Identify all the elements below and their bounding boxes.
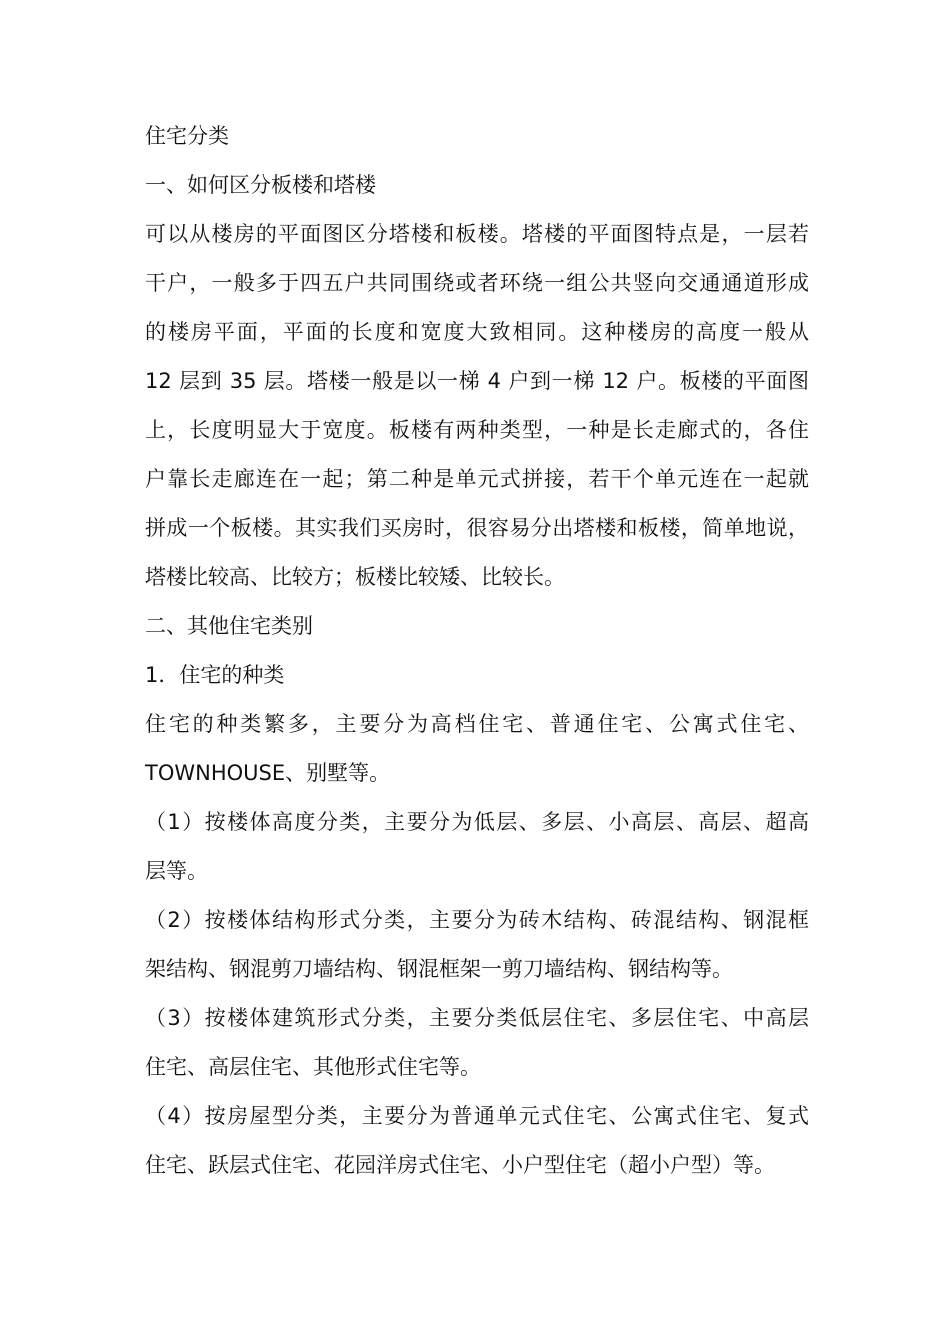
document-body <box>145 112 809 1190</box>
list-item-line: （4）按房屋型分类，主要分为普通单元式住宅、公寓式住宅、复式 <box>145 1104 809 1128</box>
list-item-line: 住宅、跃层式住宅、花园洋房式住宅、小户型住宅（超小户型）等。 <box>145 1153 775 1177</box>
paragraph-line: 的楼房平面，平面的长度和宽度大致相同。这种楼房的高度一般从 <box>145 320 809 344</box>
section-heading-2: 二、其他住宅类别 <box>145 614 313 638</box>
paragraph-line: 上，长度明显大于宽度。板楼有两种类型，一种是长走廊式的，各住 <box>145 418 809 442</box>
list-item-line: 层等。 <box>145 859 208 883</box>
list-item-line: 架结构、钢混剪刀墙结构、钢混框架一剪刀墙结构、钢结构等。 <box>145 957 733 981</box>
paragraph-line: TOWNHOUSE、别墅等。 <box>145 761 391 785</box>
list-item-line: （2）按楼体结构形式分类，主要分为砖木结构、砖混结构、钢混框 <box>145 908 809 932</box>
paragraph-line: 12 层到 35 层。塔楼一般是以一梯 4 户到一梯 12 户。板楼的平面图 <box>145 369 809 393</box>
paragraph-line: 拼成一个板楼。其实我们买房时，很容易分出塔楼和板楼，简单地说， <box>145 516 809 540</box>
list-item-line: 住宅、高层住宅、其他形式住宅等。 <box>145 1055 481 1079</box>
paragraph-line: 户靠长走廊连在一起；第二种是单元式拼接，若干个单元连在一起就 <box>145 467 809 491</box>
paragraph-line: 干户，一般多于四五户共同围绕或者环绕一组公共竖向交通通道形成 <box>145 271 809 295</box>
subsection-heading: 1．住宅的种类 <box>145 663 285 687</box>
list-item-line: （1）按楼体高度分类，主要分为低层、多层、小高层、高层、超高 <box>145 810 809 834</box>
list-item-line: （3）按楼体建筑形式分类，主要分类低层住宅、多层住宅、中高层 <box>145 1006 809 1030</box>
paragraph-line: 住宅的种类繁多，主要分为高档住宅、普通住宅、公寓式住宅、 <box>145 712 809 736</box>
section-heading-1: 一、如何区分板楼和塔楼 <box>145 173 376 197</box>
paragraph-line: 可以从楼房的平面图区分塔楼和板楼。塔楼的平面图特点是，一层若 <box>145 222 809 246</box>
paragraph-line: 塔楼比较高、比较方；板楼比较矮、比较长。 <box>145 565 565 589</box>
document-title: 住宅分类 <box>145 124 229 148</box>
